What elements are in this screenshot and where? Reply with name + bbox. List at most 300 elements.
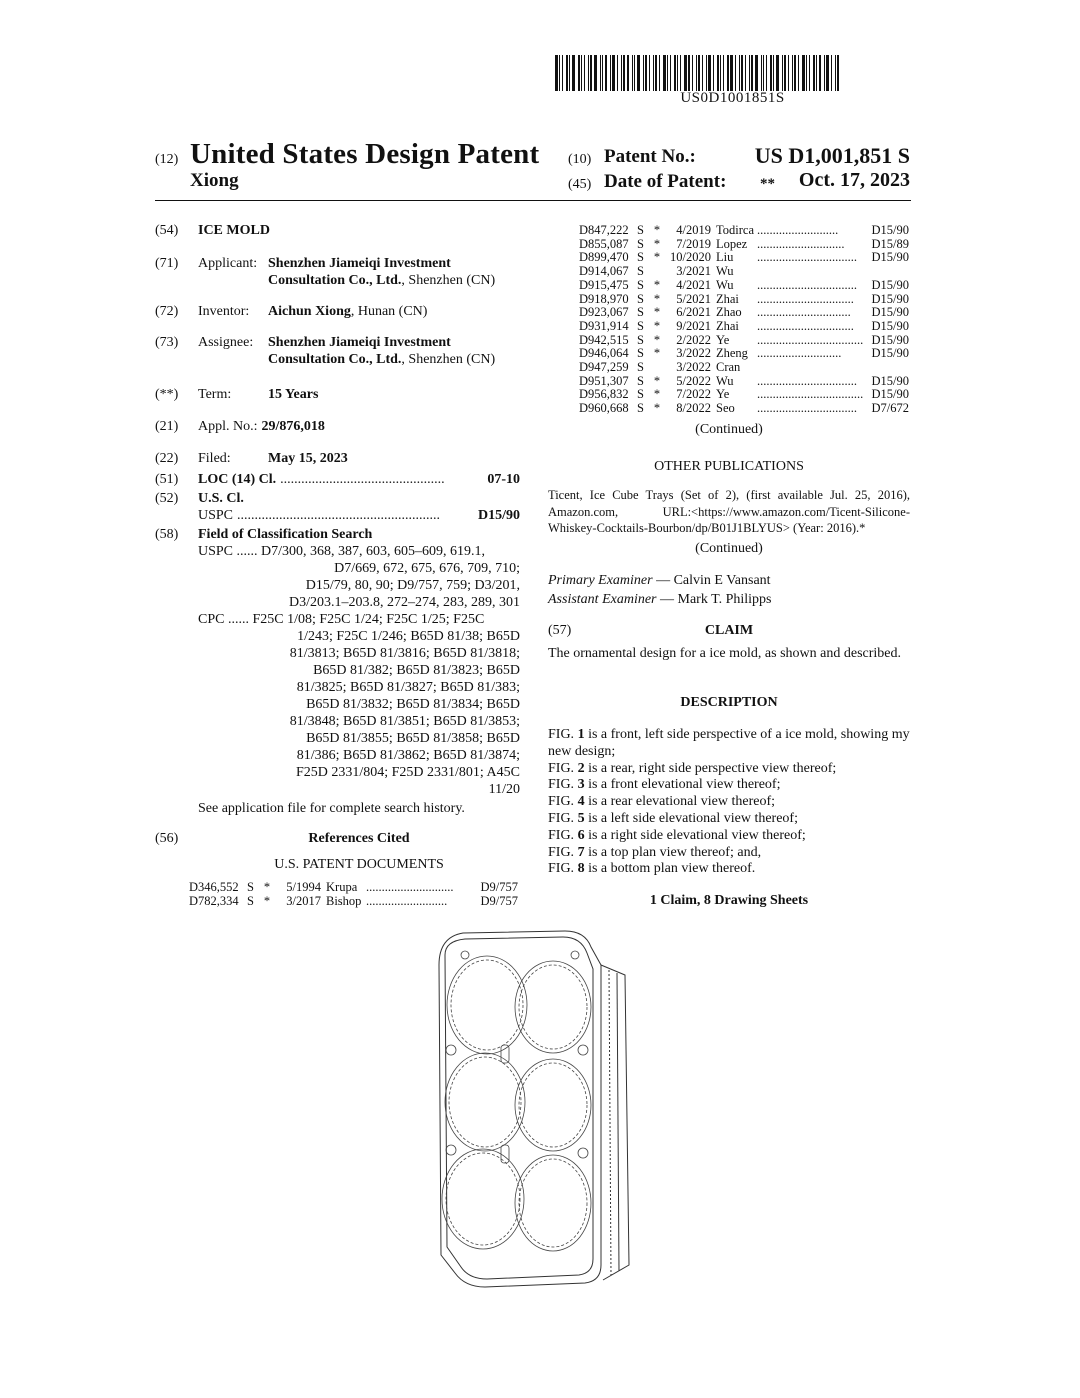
field-52-code: (52)	[155, 491, 179, 506]
barcode-bar	[612, 55, 615, 91]
barcode-bar	[824, 55, 825, 91]
uspc-label: USPC	[198, 508, 234, 523]
cpc-line: 81/386; B65D 81/3862; B65D 81/3874;	[296, 748, 520, 763]
barcode-bar	[749, 55, 750, 91]
primary-examiner	[548, 572, 910, 589]
fig-text: is a top plan view thereof; and,	[584, 844, 762, 860]
barcode-bar	[784, 55, 786, 91]
reference-kind: S	[247, 880, 254, 894]
reference-kind: S	[637, 373, 644, 388]
description-heading: DESCRIPTION	[680, 695, 778, 710]
field-73-code: (73)	[155, 335, 179, 350]
reference-dots: ...............................	[757, 319, 854, 333]
reference-star: *	[653, 373, 661, 388]
reference-date: 5/2022	[676, 373, 711, 388]
reference-dots: ..................................	[757, 333, 864, 347]
cpc-line: 81/3825; B65D 81/3827; B65D 81/383;	[296, 680, 520, 695]
reference-name: Wu	[716, 373, 734, 388]
reference-kind: S	[247, 893, 254, 908]
barcode-bar	[745, 55, 746, 91]
figure-description	[548, 777, 910, 794]
reference-row	[579, 251, 909, 265]
barcode-bar	[816, 55, 817, 91]
barcode-bar	[680, 55, 681, 91]
reference-row	[579, 279, 909, 293]
barcode-bar	[809, 55, 810, 91]
inventor-name: Aichun Xiong	[268, 304, 351, 319]
term-value: 15 Years	[268, 387, 319, 402]
barcode-bar	[555, 55, 558, 91]
field-71-label: Applicant:	[198, 256, 258, 271]
reference-name: Lopez	[716, 236, 748, 251]
barcode-bar	[584, 55, 585, 91]
field-71-applicant	[268, 255, 520, 289]
cpc-line: 81/3813; B65D 81/3816; B65D 81/3818;	[289, 646, 520, 661]
primary-examiner-name: — Calvin E Vansant	[652, 573, 771, 588]
reference-doc-number: D899,470	[579, 250, 629, 265]
reference-kind: S	[637, 332, 644, 347]
reference-class: D9/757	[480, 893, 518, 908]
reference-dots: ................................	[757, 374, 857, 388]
reference-row	[579, 388, 909, 402]
field-54-code: (54)	[155, 223, 179, 238]
reference-doc-number: D915,475	[579, 277, 629, 292]
barcode-bar	[751, 55, 753, 91]
reference-star: *	[653, 305, 661, 320]
fig-number: 8	[577, 861, 585, 877]
barcode-bar	[634, 55, 635, 91]
patent-no-label: Patent No.:	[604, 146, 696, 167]
reference-dots: ............................	[757, 237, 845, 251]
reference-kind: S	[637, 318, 644, 333]
reference-doc-number: D346,552	[189, 880, 239, 894]
reference-kind: S	[637, 305, 644, 320]
barcode-bar	[588, 55, 589, 91]
barcode-bar	[572, 55, 575, 91]
reference-dots: ................................	[757, 278, 857, 292]
reference-row	[579, 334, 909, 348]
reference-star: *	[263, 893, 271, 908]
barcode-bar	[698, 55, 700, 91]
figure-description	[548, 861, 910, 878]
reference-star: *	[653, 291, 661, 306]
fig-number: 3	[577, 777, 585, 793]
reference-dots: ..........................	[757, 224, 839, 237]
field-72-inventor	[268, 303, 520, 320]
reference-doc-number: D946,064	[579, 346, 629, 361]
barcode-bar	[723, 55, 724, 91]
reference-name: Cran	[716, 360, 741, 375]
loc-class-dots: ...............................................	[280, 472, 445, 487]
reference-class: D15/90	[871, 332, 909, 347]
reference-doc-number: D782,334	[189, 893, 239, 908]
reference-doc-number: D914,067	[579, 264, 629, 279]
barcode-bar	[735, 55, 736, 91]
other-publications-heading: OTHER PUBLICATIONS	[654, 459, 804, 474]
barcode-bar	[627, 55, 629, 91]
field-term-code: (**)	[155, 387, 179, 402]
reference-name: Bishop	[326, 893, 362, 908]
barcode-bar	[717, 55, 719, 91]
field-term-label: Term:	[198, 387, 232, 402]
applicant-name: Shenzhen Jiameiqi Investment Consultation Co., Ltd.	[268, 256, 451, 288]
reference-dots: ............................	[366, 881, 454, 894]
barcode-bar	[559, 55, 560, 91]
reference-date: 3/2021	[676, 264, 711, 279]
barcode-bar	[727, 55, 729, 91]
reference-name: Zheng	[716, 346, 748, 361]
claim-code: (57)	[548, 623, 572, 638]
fig-number: 2	[577, 760, 585, 776]
cpc-line: 11/20	[488, 782, 520, 797]
barcode-bar	[674, 55, 676, 91]
reference-class: D15/90	[871, 305, 909, 320]
left-column	[155, 222, 520, 883]
reference-date: 9/2021	[676, 318, 711, 333]
reference-dots	[757, 361, 867, 375]
reference-row	[189, 881, 518, 895]
reference-dots: ................................	[757, 251, 857, 265]
figure-description	[548, 794, 910, 811]
barcode-bar	[569, 55, 570, 91]
reference-kind: S	[637, 291, 644, 306]
reference-star: *	[653, 277, 661, 292]
references-continued: (Continued)	[695, 422, 763, 437]
reference-kind: S	[637, 250, 644, 265]
fig-number: 6	[577, 827, 585, 843]
reference-class: D15/90	[871, 250, 909, 265]
reference-name: Ye	[716, 387, 730, 402]
reference-dots: ..........................	[366, 894, 448, 908]
fig-prefix: FIG.	[548, 777, 578, 793]
assistant-examiner	[548, 591, 910, 608]
header-rule	[155, 200, 911, 201]
reference-class: D15/90	[871, 223, 909, 237]
reference-star: *	[653, 318, 661, 333]
assignee-location: , Shenzhen (CN)	[401, 352, 496, 367]
reference-star	[649, 361, 665, 375]
reference-dots: ...........................	[757, 347, 842, 361]
reference-row	[579, 306, 909, 320]
fig-number: 5	[577, 810, 585, 826]
barcode-bar	[776, 55, 779, 91]
application-number: 29/876,018	[261, 419, 325, 434]
reference-row	[189, 895, 518, 909]
ice-mold-drawing	[425, 925, 640, 1295]
us-class-label: U.S. Cl.	[198, 491, 244, 506]
barcode-bar	[763, 55, 764, 91]
reference-doc-number: D960,668	[579, 401, 629, 416]
fig-prefix: FIG.	[548, 861, 578, 877]
reference-class: D7/672	[871, 401, 909, 416]
barcode-bar	[632, 55, 633, 91]
reference-dots: ...............................	[757, 292, 854, 306]
barcode-bar	[581, 55, 582, 91]
reference-star: *	[653, 332, 661, 347]
assistant-examiner-label: Assistant Examiner	[548, 592, 657, 607]
reference-star: *	[653, 223, 661, 237]
barcode-bar	[806, 55, 807, 91]
reference-name: Seo	[716, 401, 735, 416]
barcode-bar	[792, 55, 793, 91]
reference-date: 4/2021	[676, 277, 711, 292]
reference-class: D15/89	[871, 236, 909, 251]
barcode-bar	[770, 55, 772, 91]
filed-date: May 15, 2023	[268, 451, 348, 466]
reference-row	[579, 375, 909, 389]
field-22-code: (22)	[155, 451, 179, 466]
barcode-bar	[706, 55, 707, 91]
reference-date: 6/2021	[676, 305, 711, 320]
barcode-bar	[655, 55, 657, 91]
reference-row	[579, 293, 909, 307]
barcode-bar	[594, 55, 597, 91]
barcode-bar	[590, 55, 592, 91]
reference-class: D15/90	[871, 387, 909, 402]
barcode-bar	[649, 55, 650, 91]
patent-number: US D1,001,851 S	[754, 143, 910, 168]
fig-text: is a rear, right side perspective view thereof;	[584, 760, 837, 776]
inventor-surname: Xiong	[190, 170, 239, 191]
reference-name: Zhai	[716, 318, 739, 333]
fig-number: 7	[577, 844, 585, 860]
field-56-code: (56)	[155, 831, 179, 846]
reference-kind: S	[637, 401, 644, 416]
reference-class: D15/90	[871, 291, 909, 306]
reference-class: D15/90	[871, 373, 909, 388]
barcode-bar	[802, 55, 805, 91]
reference-doc-number: D947,259	[579, 360, 629, 375]
barcode-bar	[677, 55, 678, 91]
fig-text: is a front elevational view thereof;	[584, 777, 781, 793]
barcode-number: US0D1001851S	[680, 90, 785, 106]
reference-doc-number: D951,307	[579, 373, 629, 388]
reference-doc-number: D923,067	[579, 305, 629, 320]
header-code-12: (12)	[155, 152, 179, 167]
barcode-bar	[623, 55, 625, 91]
reference-class: D15/90	[871, 277, 909, 292]
reference-kind: S	[637, 264, 644, 279]
reference-doc-number: D931,914	[579, 318, 629, 333]
fig-prefix: FIG.	[548, 810, 578, 826]
fig-prefix: FIG.	[548, 794, 578, 810]
figure-description	[548, 761, 910, 778]
header-code-45: (45)	[568, 177, 592, 192]
field-22-label: Filed:	[198, 451, 231, 466]
loc-class-value: 07-10	[487, 472, 520, 487]
barcode-bar	[788, 55, 789, 91]
barcode-bar	[696, 55, 697, 91]
barcode-bar	[663, 55, 666, 91]
reference-star: *	[653, 401, 661, 416]
fig-number: 1	[577, 727, 585, 742]
barcode-bar	[773, 55, 774, 91]
reference-class: D9/757	[480, 880, 518, 894]
reference-star: *	[653, 236, 661, 251]
cpc-line: 81/3848; B65D 81/3851; B65D 81/3853;	[289, 714, 520, 729]
header-code-10: (10)	[568, 152, 592, 167]
barcode-bar	[566, 55, 568, 91]
reference-date: 5/2021	[676, 291, 711, 306]
barcode-bar	[617, 55, 618, 91]
figure-description	[548, 845, 910, 862]
barcode-bar	[659, 55, 660, 91]
reference-date: 3/2017	[286, 893, 321, 908]
classification-search	[198, 543, 520, 817]
reference-name: Zhao	[716, 305, 742, 320]
reference-star: *	[653, 250, 661, 265]
reference-name: Wu	[716, 277, 734, 292]
barcode-bar	[645, 55, 647, 91]
reference-star: *	[653, 346, 661, 361]
reference-date: 4/2019	[676, 223, 711, 237]
reference-star	[649, 265, 665, 279]
reference-name: Zhai	[716, 291, 739, 306]
cpc-line: 1/243; F25C 1/246; B65D 81/38; B65D	[297, 629, 520, 644]
barcode-bar	[708, 55, 711, 91]
field-51-code: (51)	[155, 472, 179, 487]
reference-dots	[757, 265, 867, 279]
reference-star: *	[653, 387, 661, 402]
barcode-bar	[819, 55, 821, 91]
field-72-code: (72)	[155, 304, 179, 319]
fig-prefix: FIG.	[548, 827, 578, 843]
reference-dots: ..............................	[757, 306, 851, 320]
us-patent-documents-heading: U.S. PATENT DOCUMENTS	[274, 857, 444, 872]
cpc-line: F25D 2331/804; F25D 2331/801; A45C	[295, 765, 520, 780]
barcode-bar	[692, 55, 693, 91]
barcode-bar	[720, 55, 721, 91]
claim-heading: CLAIM	[704, 623, 754, 638]
uspc-line: USPC ...... D7/300, 368, 387, 603, 605–609, 619.1,	[198, 544, 486, 559]
cpc-line: B65D 81/382; B65D 81/3823; B65D	[313, 663, 520, 678]
reference-date: 3/2022	[676, 346, 711, 361]
reference-date: 7/2022	[676, 387, 711, 402]
barcode-bar	[684, 55, 687, 91]
barcode-bar	[688, 55, 690, 91]
field-73-assignee	[268, 334, 520, 368]
fig-text: is a front, left side perspective of a ice mold, showing my new design;	[548, 727, 910, 759]
field-search-label: Field of Classification Search	[198, 527, 373, 542]
reference-date: 8/2022	[676, 401, 711, 416]
uspc-value: D15/90	[478, 508, 520, 523]
reference-class: D15/90	[871, 318, 909, 333]
reference-kind: S	[637, 223, 644, 237]
reference-doc-number: D918,970	[579, 291, 629, 306]
barcode-bar	[730, 55, 733, 91]
barcode-bar	[578, 55, 580, 91]
reference-class	[867, 265, 909, 279]
reference-kind: S	[637, 360, 644, 375]
reference-row	[579, 224, 909, 238]
cpc-line: CPC ...... F25C 1/08; F25C 1/24; F25C 1/25; F25C	[198, 612, 485, 627]
claim-text: The ornamental design for a ice mold, as shown and described.	[548, 646, 902, 661]
barcode-bar	[826, 55, 829, 91]
references-cited-heading: References Cited	[308, 831, 410, 846]
reference-date: 10/2020	[670, 250, 711, 265]
fig-text: is a rear elevational view thereof;	[584, 794, 776, 810]
reference-row	[579, 265, 909, 279]
uspc-dots: ..........................................................	[237, 508, 441, 523]
reference-class	[867, 361, 909, 375]
fig-prefix: FIG.	[548, 760, 578, 776]
field-73-label: Assignee:	[198, 335, 254, 350]
reference-class: D15/90	[871, 346, 909, 361]
field-21-label: Appl. No.:	[198, 419, 258, 434]
reference-kind: S	[637, 346, 644, 361]
figure-description	[548, 727, 910, 761]
references-table-left	[189, 881, 518, 908]
reference-doc-number: D855,087	[579, 236, 629, 251]
reference-date: 3/2022	[676, 360, 711, 375]
barcode-bar	[670, 55, 671, 91]
reference-name: Todirca	[716, 223, 754, 237]
reference-name: Krupa	[326, 880, 358, 894]
loc-class-label: LOC (14) Cl.	[198, 472, 277, 487]
figure-list	[548, 727, 910, 878]
barcode-bar	[653, 55, 654, 91]
reference-doc-number: D847,222	[579, 223, 629, 237]
reference-kind: S	[637, 387, 644, 402]
references-table-right	[579, 224, 909, 416]
reference-date: 7/2019	[676, 236, 711, 251]
barcode-bar	[610, 55, 611, 91]
barcode-bar	[837, 55, 839, 91]
fig-text: is a right side elevational view thereof;	[584, 827, 806, 843]
fig-text: is a left side elevational view thereof;	[584, 810, 798, 826]
field-71-code: (71)	[155, 256, 179, 271]
reference-row	[579, 361, 909, 375]
reference-date: 5/1994	[286, 880, 321, 894]
barcode-bar	[713, 55, 714, 91]
barcode-bar	[600, 55, 601, 91]
publications-continued: (Continued)	[695, 541, 763, 556]
assistant-examiner-name: — Mark T. Philipps	[656, 592, 772, 607]
field-21-code: (21)	[155, 419, 179, 434]
fig-prefix: FIG.	[548, 727, 578, 742]
barcode-bar	[605, 55, 607, 91]
reference-date: 2/2022	[676, 332, 711, 347]
barcode-bar	[831, 55, 832, 91]
reference-name: Liu	[716, 250, 734, 265]
barcode-bar	[637, 55, 640, 91]
barcode	[555, 55, 910, 91]
reference-star: *	[263, 880, 271, 894]
reference-kind: S	[637, 277, 644, 292]
barcode-bar	[798, 55, 799, 91]
barcode-bar	[741, 55, 743, 91]
barcode-bar	[761, 55, 762, 91]
reference-name: Ye	[716, 332, 730, 347]
other-publications-text: Ticent, Ice Cube Trays (Set of 2), (first available Jul. 25, 2016), Amazon.com, URL:<https://www.amazon.com/Ticent-Silicone-Whiskey-Cocktails-Bourbon/dp/B01J1BLYUS> (Year: 2016).*	[548, 488, 910, 535]
barcode-bar	[835, 55, 836, 91]
claims-sheets-summary: 1 Claim, 8 Drawing Sheets	[649, 893, 809, 908]
reference-doc-number: D956,832	[579, 387, 629, 402]
reference-row	[579, 347, 909, 361]
reference-name: Wu	[716, 264, 734, 279]
fig-number: 4	[577, 794, 585, 810]
reference-row	[579, 238, 909, 252]
barcode-bar	[602, 55, 603, 91]
reference-dots: ................................	[757, 402, 857, 416]
figure-description	[548, 828, 910, 845]
uspc-line: D3/203.1–203.8, 272–274, 283, 289, 301	[289, 595, 520, 610]
barcode-bar	[562, 55, 563, 91]
patent-title: United States Design Patent	[190, 138, 540, 170]
barcode-bar	[755, 55, 758, 91]
field-54-title: ICE MOLD	[198, 223, 270, 238]
figure-description	[548, 811, 910, 828]
